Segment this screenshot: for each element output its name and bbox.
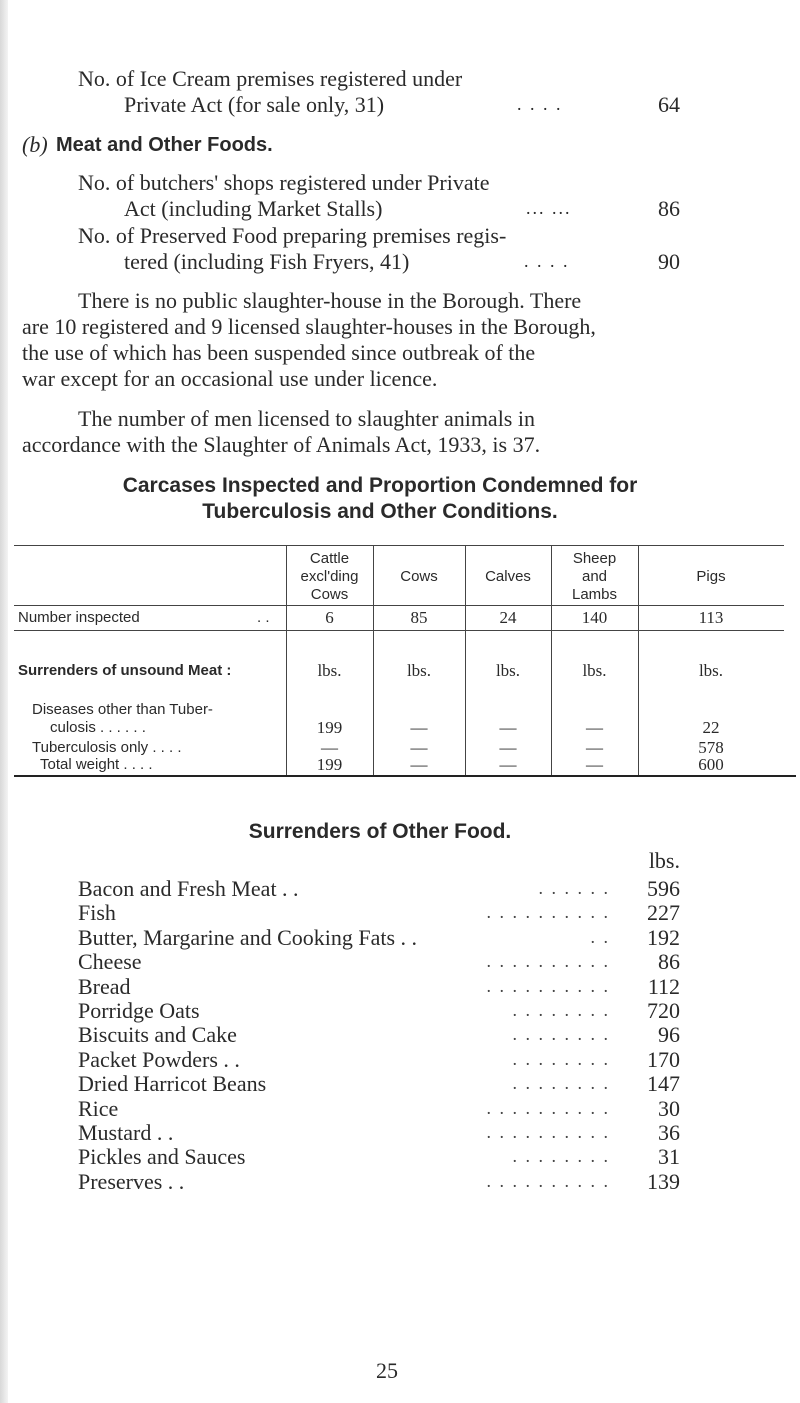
ice-cream-line-1: No. of Ice Cream premises registered under [78, 66, 463, 91]
cell-tb-pigs: 578 [698, 738, 724, 757]
carcases-heading-line-2: Tuberculosis and Other Conditions. [202, 500, 558, 523]
row-label-other-diseases-1: Diseases other than Tuber- [32, 701, 213, 718]
slaughter-para-line-3: the use of which has been suspended since outbreak of the [22, 340, 536, 365]
page-spine-shadow [0, 0, 8, 1403]
food-item-name: Biscuits and Cake [78, 1022, 237, 1047]
cell-surrenders-sheep: lbs. [582, 661, 607, 680]
col-header-cows [373, 550, 465, 586]
food-item-value: 227 [647, 900, 680, 925]
food-item-leader-dots: . . . . . . . . . . [486, 1122, 610, 1142]
table-inspected-rule [14, 630, 784, 631]
preserved-line-2: tered (including Fish Fryers, 41) [124, 249, 410, 274]
col-header-calves-l2: Calves [485, 568, 531, 585]
cell-other-calves: — [499, 718, 517, 737]
other-food-unit: lbs. [648, 848, 680, 873]
cell-inspected-calves: 24 [499, 608, 517, 627]
col-header-cattle-l3: Cows [310, 586, 349, 603]
carcases-heading-line-1: Carcases Inspected and Proportion Condemned for [122, 474, 638, 497]
food-item-leader-dots: . . . . . . . . [512, 1049, 610, 1069]
licensed-men-line-2: accordance with the Slaughter of Animals Act, 1933, is 37. [22, 432, 541, 457]
col-header-calves-l1 [465, 550, 551, 568]
cell-other-cattle: 199 [316, 718, 343, 737]
food-item-name: Bacon and Fresh Meat . . [78, 876, 299, 901]
slaughter-para-line-2: are 10 registered and 9 licensed slaughter-houses in the Borough, [22, 314, 596, 339]
food-item-leader-dots: . . . . . . . . . . [486, 902, 610, 922]
cell-surrenders-calves: lbs. [495, 661, 521, 680]
cell-surrenders-cows: lbs. [406, 661, 432, 680]
cell-tb-sheep: — [586, 738, 603, 757]
table-top-rule [14, 545, 784, 546]
other-food-heading: Surrenders of Other Food. [248, 820, 512, 843]
col-header-pigs-l2: Pigs [696, 568, 726, 585]
food-item-value: 86 [658, 949, 680, 974]
food-item-value: 720 [647, 998, 680, 1023]
food-item-name: Packet Powders . . [78, 1047, 240, 1072]
table-header-rule [14, 605, 784, 606]
food-item-value: 30 [658, 1096, 680, 1121]
slaughter-para-line-1: There is no public slaughter-house in the Borough. There [78, 288, 582, 313]
row-dots-number-inspected: . . [257, 609, 270, 626]
cell-total-cows: — [410, 755, 428, 774]
col-header-sheep-l3: Lambs [571, 586, 618, 603]
ice-cream-dots: . . . . [517, 94, 563, 114]
food-item-name: Porridge Oats [78, 998, 200, 1023]
food-item-value: 192 [647, 925, 680, 950]
cell-tb-cows: — [410, 738, 428, 757]
food-item-leader-dots: . . [590, 927, 610, 947]
licensed-men-line-1: The number of men licensed to slaughter animals in [78, 406, 535, 431]
food-item-name: Dried Harricot Beans [78, 1071, 267, 1096]
food-item-name: Cheese [78, 949, 142, 974]
food-item-leader-dots: . . . . . . . . [512, 1073, 610, 1093]
food-item-leader-dots: . . . . . . . . . . [486, 1171, 610, 1191]
cell-surrenders-cattle: lbs. [317, 661, 342, 680]
cell-total-pigs: 600 [698, 755, 724, 774]
food-item-leader-dots: . . . . . . [538, 878, 610, 898]
butchers-value: 86 [658, 196, 680, 221]
row-label-surrenders: Surrenders of unsound Meat : [18, 662, 232, 679]
food-item-value: 596 [647, 876, 680, 901]
row-label-number-inspected: Number inspected [18, 609, 140, 626]
row-label-tuberculosis: Tuberculosis only . . . . [32, 739, 182, 756]
col-header-cattle-l1: Cattle [309, 550, 350, 567]
food-item-leader-dots: . . . . . . . . [512, 1146, 610, 1166]
col-header-cattle-l2: excl'ding [300, 568, 359, 585]
col-header-sheep-l2: and [581, 568, 608, 585]
food-item-name: Mustard . . [78, 1120, 174, 1145]
cell-inspected-cattle: 6 [325, 608, 334, 627]
cell-other-cows: — [410, 718, 428, 737]
col-header-cows-l2: Cows [400, 568, 438, 585]
food-item-value: 36 [658, 1120, 680, 1145]
butchers-line-2: Act (including Market Stalls) [124, 196, 383, 221]
cell-tb-calves: — [499, 738, 517, 757]
food-item-value: 139 [647, 1169, 680, 1194]
food-item-name: Preserves . . [78, 1169, 185, 1194]
food-item-name: Pickles and Sauces [78, 1144, 246, 1169]
table-bottom-rule [14, 775, 796, 777]
col-header-cattle [286, 550, 373, 604]
food-item-value: 170 [647, 1047, 680, 1072]
ice-cream-line-2: Private Act (for sale only, 31) [124, 92, 385, 117]
page-number: 25 [376, 1358, 398, 1383]
food-item-value: 112 [647, 974, 680, 999]
food-item-leader-dots: . . . . . . . . . . [486, 1098, 610, 1118]
col-header-sheep [551, 550, 638, 604]
row-label-other-diseases-2: culosis . . . . . . [50, 719, 146, 736]
preserved-line-1: No. of Preserved Food preparing premises regis- [78, 223, 507, 248]
food-item-leader-dots: . . . . . . . . [512, 1000, 610, 1020]
col-header-pigs-l1 [638, 550, 784, 568]
col-header-cows-l1 [373, 550, 465, 568]
preserved-value: 90 [658, 249, 680, 274]
col-header-sheep-l1: Sheep [572, 550, 617, 567]
ice-cream-value: 64 [658, 92, 680, 117]
cell-tb-cattle: — [321, 738, 338, 757]
section-b-label: (b) [22, 132, 48, 157]
food-item-name: Butter, Margarine and Cooking Fats . . [78, 925, 418, 950]
cell-total-sheep: — [586, 755, 603, 774]
cell-total-cattle: 199 [316, 755, 343, 774]
cell-surrenders-pigs: lbs. [698, 661, 724, 680]
cell-total-calves: — [499, 755, 517, 774]
food-item-value: 96 [658, 1022, 680, 1047]
butchers-line-1: No. of butchers' shops registered under Private [78, 170, 490, 195]
col-header-pigs [638, 550, 784, 586]
food-item-value: 31 [658, 1144, 680, 1169]
food-item-name: Rice [78, 1096, 119, 1121]
slaughter-para-line-4: war except for an occasional use under licence. [22, 366, 438, 391]
butchers-dots: ... ... [526, 198, 572, 218]
cell-other-sheep: — [586, 718, 603, 737]
cell-inspected-pigs: 113 [698, 608, 724, 627]
food-item-value: 147 [647, 1071, 680, 1096]
cell-inspected-sheep: 140 [581, 608, 608, 627]
row-label-total-weight: Total weight . . . . [40, 756, 153, 773]
cell-inspected-cows: 85 [410, 608, 428, 627]
food-item-leader-dots: . . . . . . . . . . [486, 976, 610, 996]
cell-other-pigs: 22 [702, 718, 720, 737]
section-b-title: Meat and Other Foods. [56, 134, 273, 156]
col-header-calves [465, 550, 551, 586]
food-item-name: Bread [78, 974, 131, 999]
food-item-name: Fish [78, 900, 116, 925]
food-item-leader-dots: . . . . . . . . . . [486, 951, 610, 971]
food-item-leader-dots: . . . . . . . . [512, 1024, 610, 1044]
preserved-dots: . . . . [524, 251, 570, 271]
